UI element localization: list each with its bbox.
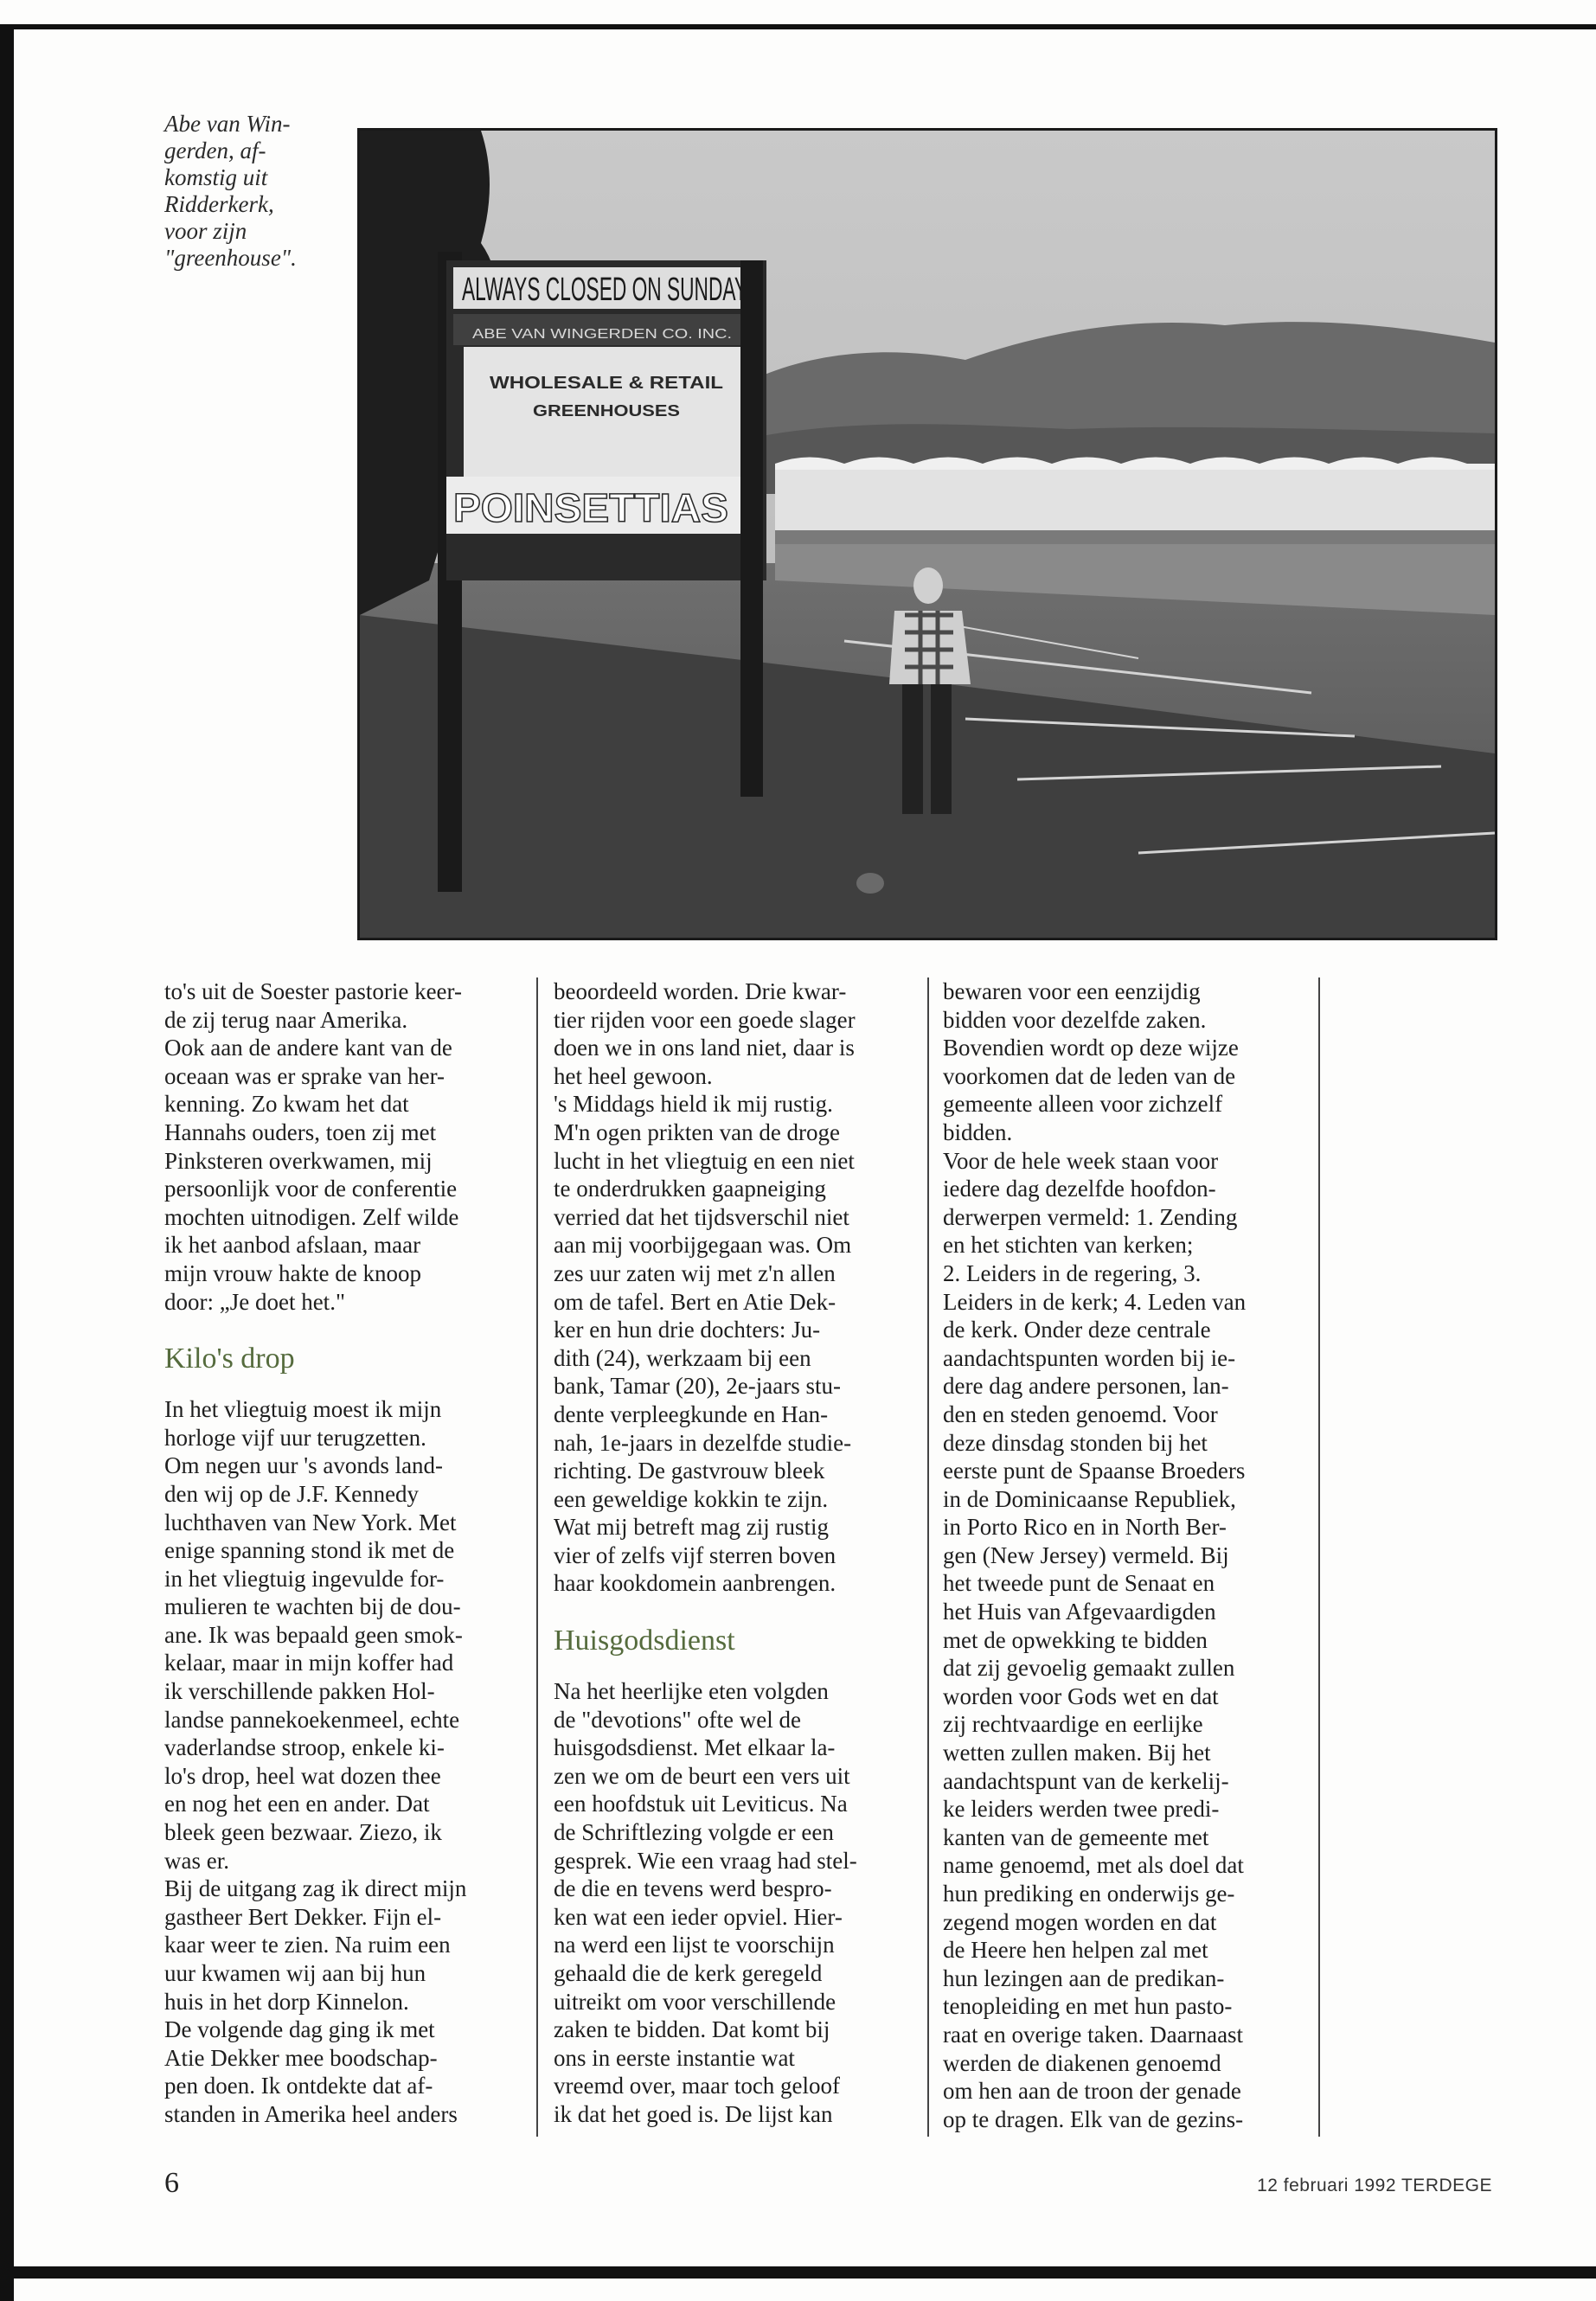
text-line: te onderdrukken gaapneiging: [554, 1176, 826, 1202]
caption-line: komstig uit: [164, 164, 268, 190]
text-line: zen we om de beurt een vers uit: [554, 1762, 850, 1789]
text-line: gastheer Bert Dekker. Fijn el-: [164, 1903, 442, 1930]
text-line: den wij op de J.F. Kennedy: [164, 1480, 420, 1507]
text-line: bewaren voor een eenzijdig: [943, 978, 1201, 1004]
text-line: ken wat een ieder opviel. Hier-: [554, 1903, 843, 1930]
text-line: Leiders in de kerk; 4. Leden van: [943, 1288, 1247, 1315]
text-line: zegend mogen worden en dat: [943, 1908, 1217, 1935]
text-line: om de tafel. Bert en Atie Dek-: [554, 1288, 836, 1315]
text-line: in Porto Rico en in North Ber-: [943, 1514, 1227, 1541]
text-line: raat en overige taken. Daarnaast: [943, 2021, 1244, 2048]
text-line: zes uur zaten wij met z'n allen: [554, 1259, 836, 1286]
article-column-3: [943, 977, 1298, 2133]
text-line: werden de diakenen genoemd: [943, 2049, 1221, 2076]
text-line: Bovendien wordt op deze wijze: [943, 1035, 1239, 1061]
text-line: vier of zelfs vijf sterren boven: [554, 1541, 836, 1568]
text-line: gemeente alleen voor zichzelf: [943, 1091, 1223, 1118]
text-line: het heel gewoon.: [554, 1062, 713, 1089]
text-line: in de Dominicaanse Republiek,: [943, 1485, 1236, 1512]
sign-greenhouses-text: GREENHOUSES: [533, 402, 680, 420]
text-line: kenning. Zo kwam het dat: [164, 1091, 409, 1118]
text-line: luchthaven van New York. Met: [164, 1509, 457, 1535]
text-line: voorkomen dat de leden van de: [943, 1062, 1236, 1089]
text-line: landse pannekoekenmeel, echte: [164, 1706, 460, 1733]
top-border: [0, 24, 1596, 29]
text-line: huisgodsdienst. Met elkaar la-: [554, 1734, 836, 1761]
text-line: oceaan was er sprake van her-: [164, 1062, 445, 1089]
bottom-border: [0, 2266, 1596, 2279]
text-line: een hoofdstuk uit Leviticus. Na: [554, 1791, 848, 1817]
text-line: doen we in ons land niet, daar is: [554, 1035, 855, 1061]
page-number: 6: [164, 2167, 179, 2199]
greenhouse-photo: [357, 128, 1497, 940]
text-line: beoordeeld worden. Drie kwar-: [554, 978, 847, 1004]
text-line: to's uit de Soester pastorie keer-: [164, 978, 462, 1004]
text-line: dat zij gevoelig gemaakt zullen: [943, 1655, 1235, 1682]
text-line: de "devotions" ofte wel de: [554, 1706, 801, 1733]
text-line: ik verschillende pakken Hol-: [164, 1678, 435, 1705]
text-line: persoonlijk voor de conferentie: [164, 1176, 458, 1202]
text-line: een geweldige kokkin te zijn.: [554, 1485, 829, 1512]
photo-caption: [164, 111, 346, 272]
text-line: en het stichten van kerken;: [943, 1232, 1194, 1259]
article-column-1: [164, 977, 507, 2129]
text-line: de Heere hen helpen zal met: [943, 1937, 1208, 1964]
text-line: aan mij voorbijgegaan was. Om: [554, 1232, 852, 1259]
text-line: bleek geen bezwaar. Ziezo, ik: [164, 1819, 442, 1846]
text-line: lucht in het vliegtuig en een niet: [554, 1147, 855, 1174]
text-line: 's Middags hield ik mij rustig.: [554, 1091, 833, 1118]
text-line: iedere dag dezelfde hoofdon-: [943, 1176, 1216, 1202]
text-line: de die en tevens werd bespro-: [554, 1875, 832, 1902]
left-border: [0, 24, 14, 2301]
text-line: nah, 1e-jaars in dezelfde studie-: [554, 1429, 852, 1456]
text-line: pen doen. Ik ontdekte dat af-: [164, 2073, 433, 2099]
text-line: enige spanning stond ik met de: [164, 1537, 455, 1564]
caption-line: Abe van Win-: [164, 111, 291, 137]
text-line: derwerpen vermeld: 1. Zending: [943, 1203, 1238, 1230]
text-line: op te dragen. Elk van de gezins-: [943, 2106, 1244, 2132]
text-line: gesprek. Wie een vraag had stel-: [554, 1847, 857, 1874]
text-line: de kerk. Onder deze centrale: [943, 1317, 1211, 1343]
text-line: uitreikt om voor verschillende: [554, 1988, 836, 2015]
text-line: gen (New Jersey) vermeld. Bij: [943, 1541, 1229, 1568]
text-line: hun prediking en onderwijs ge-: [943, 1881, 1235, 1907]
text-line: de Schriftlezing volgde er een: [554, 1819, 834, 1846]
sign-wholesale-text: WHOLESALE & RETAIL: [490, 374, 723, 393]
caption-line: "greenhouse".: [164, 245, 297, 271]
text-line: was er.: [164, 1847, 229, 1874]
text-line: vaderlandse stroop, enkele ki-: [164, 1734, 445, 1761]
text-line: kanten van de gemeente met: [943, 1823, 1209, 1850]
column-divider: [1318, 977, 1320, 2137]
photo-illustration: [360, 131, 1495, 938]
text-line: richting. De gastvrouw bleek: [554, 1458, 825, 1484]
text-line: De volgende dag ging ik met: [164, 2016, 435, 2043]
column-divider: [536, 977, 538, 2137]
text-line: den en steden genoemd. Voor: [943, 1400, 1218, 1427]
text-line: het tweede punt de Senaat en: [943, 1570, 1215, 1597]
text-line: dere dag andere personen, lan-: [943, 1373, 1229, 1400]
sign-bottom-text: POINSETTIAS: [453, 485, 728, 530]
text-line: om hen aan de troon der genade: [943, 2078, 1241, 2105]
text-line: mijn vrouw hakte de knoop: [164, 1259, 421, 1286]
text-line: in het vliegtuig ingevulde for-: [164, 1565, 445, 1592]
text-line: Wat mij betreft mag zij rustig: [554, 1514, 829, 1541]
text-line: haar kookdomein aanbrengen.: [554, 1570, 836, 1597]
caption-line: voor zijn: [164, 218, 247, 244]
text-line: tier rijden voor een goede slager: [554, 1006, 856, 1033]
sign-top-text: ALWAYS CLOSED ON SUNDAY: [462, 272, 747, 308]
text-line: tenopleiding en met hun pasto-: [943, 1993, 1233, 2020]
text-line: zij rechtvaardige en eerlijke: [943, 1711, 1203, 1738]
text-line: ik dat het goed is. De lijst kan: [554, 2100, 833, 2127]
text-line: ons in eerste instantie wat: [554, 2044, 795, 2071]
text-line: eerste punt de Spaanse Broeders: [943, 1458, 1246, 1484]
sign-company-text: ABE VAN WINGERDEN CO. INC.: [472, 327, 732, 342]
text-line: het Huis van Afgevaardigden: [943, 1599, 1216, 1625]
text-line: In het vliegtuig moest ik mijn: [164, 1396, 442, 1423]
text-line: standen in Amerika heel anders: [164, 2100, 458, 2127]
text-line: horloge vijf uur terugzetten.: [164, 1424, 426, 1451]
text-line: Om negen uur 's avonds land-: [164, 1452, 444, 1479]
text-line: Na het heerlijke eten volgden: [554, 1678, 829, 1705]
text-line: uur kwamen wij aan bij hun: [164, 1960, 426, 1986]
text-line: en nog het een en ander. Dat: [164, 1791, 430, 1817]
text-line: gehaald die de kerk geregeld: [554, 1960, 823, 1986]
text-line: Bij de uitgang zag ik direct mijn: [164, 1875, 467, 1902]
text-line: deze dinsdag stonden bij het: [943, 1429, 1208, 1456]
text-line: aandachtspunten worden bij ie-: [943, 1344, 1236, 1371]
text-line: hun lezingen aan de predikan-: [943, 1965, 1225, 1991]
text-line: Hannahs ouders, toen zij met: [164, 1118, 437, 1145]
text-line: worden voor Gods wet en dat: [943, 1682, 1219, 1709]
issue-line: 12 februari 1992 TERDEGE: [1257, 2176, 1492, 2195]
text-line: lo's drop, heel wat dozen thee: [164, 1762, 441, 1789]
text-line: door: „Je doet het.": [164, 1288, 345, 1315]
text-line: huis in het dorp Kinnelon.: [164, 1988, 409, 2015]
column-divider: [927, 977, 929, 2137]
text-line: ke leiders werden twee predi-: [943, 1796, 1220, 1823]
article-column-2: [554, 977, 900, 2129]
caption-line: Ridderkerk,: [164, 191, 274, 217]
text-line: dith (24), werkzaam bij een: [554, 1344, 811, 1371]
text-line: Pinksteren overkwamen, mij: [164, 1147, 433, 1174]
text-line: na werd een lijst te voorschijn: [554, 1932, 835, 1958]
text-line: kelaar, maar in mijn koffer had: [164, 1650, 454, 1676]
text-line: Ook aan de andere kant van de: [164, 1035, 452, 1061]
text-line: bidden voor dezelfde zaken.: [943, 1006, 1207, 1033]
text-line: zaken te bidden. Dat komt bij: [554, 2016, 830, 2043]
text-line: vreemd over, maar toch geloof: [554, 2073, 841, 2099]
text-line: kaar weer te zien. Na ruim een: [164, 1932, 451, 1958]
text-line: de zij terug naar Amerika.: [164, 1006, 408, 1033]
text-line: bank, Tamar (20), 2e-jaars stu-: [554, 1373, 841, 1400]
text-line: bidden.: [943, 1118, 1013, 1145]
text-line: M'n ogen prikten van de droge: [554, 1118, 841, 1145]
text-line: aandachtspunt van de kerkelij-: [943, 1767, 1229, 1794]
section-heading: Huisgodsdienst: [554, 1625, 735, 1657]
text-line: mochten uitnodigen. Zelf wilde: [164, 1203, 459, 1230]
text-line: ker en hun drie dochters: Ju-: [554, 1317, 821, 1343]
text-line: ane. Ik was bepaald geen smok-: [164, 1621, 463, 1648]
text-line: verried dat het tijdsverschil niet: [554, 1203, 849, 1230]
text-line: Voor de hele week staan voor: [943, 1147, 1219, 1174]
section-heading: Kilo's drop: [164, 1343, 295, 1375]
text-line: Atie Dekker mee boodschap-: [164, 2044, 438, 2071]
caption-line: gerden, af-: [164, 138, 266, 163]
text-line: name genoemd, met als doel dat: [943, 1852, 1244, 1879]
text-line: wetten zullen maken. Bij het: [943, 1740, 1211, 1766]
text-line: mulieren te wachten bij de dou-: [164, 1593, 461, 1620]
text-line: met de opwekking te bidden: [943, 1626, 1208, 1653]
text-line: 2. Leiders in de regering, 3.: [943, 1259, 1202, 1286]
text-line: ik het aanbod afslaan, maar: [164, 1232, 421, 1259]
text-line: dente verpleegkunde en Han-: [554, 1400, 829, 1427]
